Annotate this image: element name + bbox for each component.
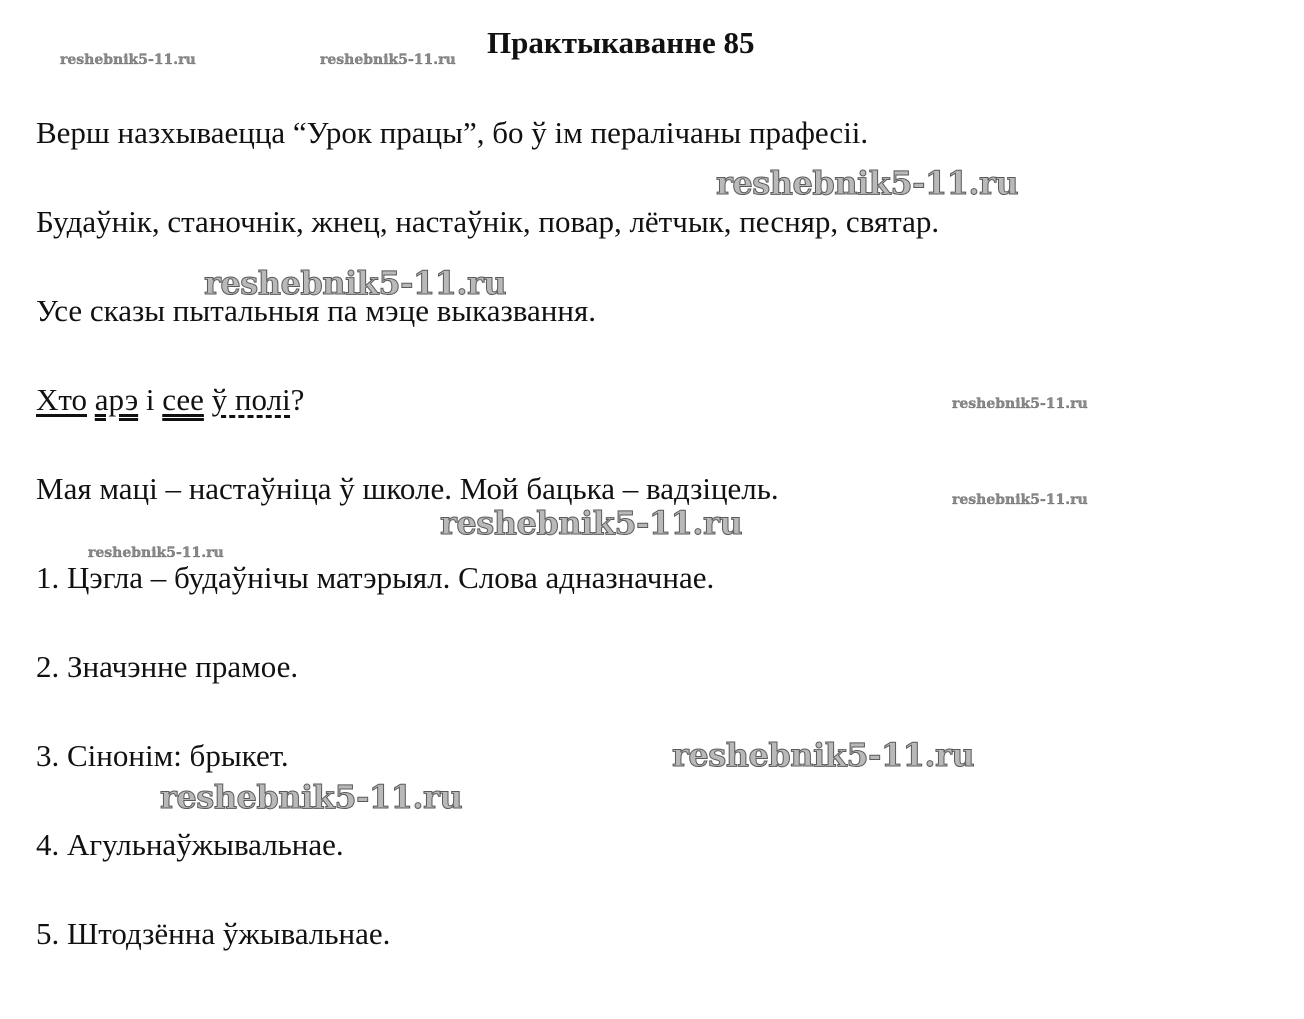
answer-line: Верш назхываецца “Урок працы”, бо ў ім пералічаны прафесіі. (36, 115, 869, 150)
answer-line: 5. Штодзённа ўжывальнае. (36, 916, 391, 951)
answer-line: Будаўнік, станочнік, жнец, настаўнік, повар, лётчык, песняр, святар. (36, 204, 940, 239)
watermark: reshebnik5-11.ru (204, 264, 507, 302)
answer-line: 4. Агульнаўжывальнае. (36, 827, 344, 862)
page-title: Практыкаванне 85 (487, 25, 755, 60)
watermark: reshebnik5-11.ru (440, 504, 743, 542)
adverbial-phrase: ў полі (211, 382, 291, 417)
watermark: reshebnik5-11.ru (88, 545, 224, 561)
predicate-word: арэ (94, 382, 139, 417)
watermark: reshebnik5-11.ru (672, 736, 975, 774)
question-sentence (36, 381, 304, 419)
answer-line: Усе сказы пытальныя па мэце выказвання. (36, 293, 596, 328)
question-mark: ? (290, 382, 305, 417)
answer-line: Мая маці – настаўніца ў школе. Мой бацька – вадзіцель. (36, 471, 779, 506)
watermark: reshebnik5-11.ru (60, 52, 196, 68)
answer-line: 2. Значэнне прамое. (36, 649, 299, 684)
conjunction-word: і (145, 382, 155, 417)
answer-line: 1. Цэгла – будаўнічы матэрыял. Слова адназначнае. (36, 560, 715, 595)
watermark: reshebnik5-11.ru (952, 396, 1088, 412)
watermark: reshebnik5-11.ru (952, 492, 1088, 508)
answer-line: 3. Сінонім: брыкет. (36, 738, 289, 773)
watermark: reshebnik5-11.ru (716, 164, 1019, 202)
predicate-word: сее (162, 382, 204, 417)
subject-word: Хто (36, 382, 88, 417)
watermark: reshebnik5-11.ru (320, 52, 456, 68)
watermark: reshebnik5-11.ru (160, 778, 463, 816)
